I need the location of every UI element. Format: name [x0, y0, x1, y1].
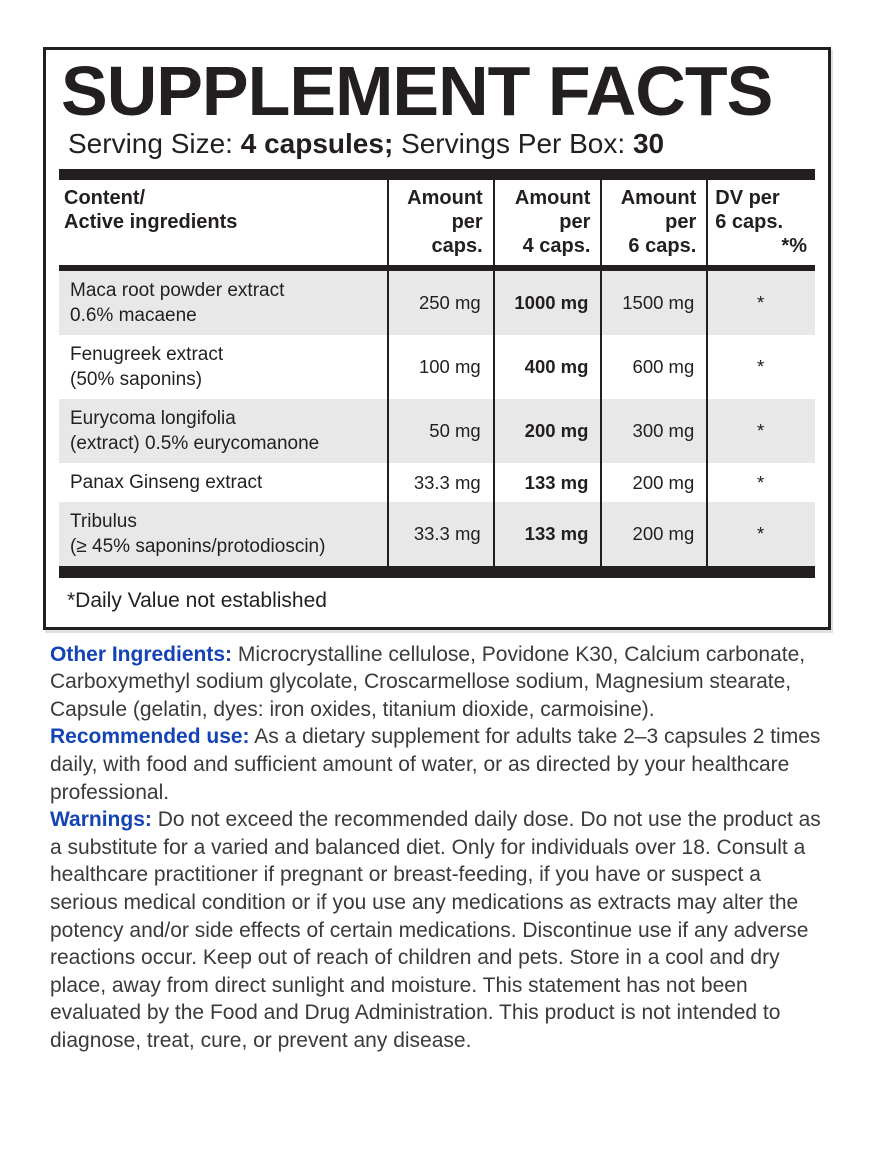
amount-per-4caps-value: 200 mg: [494, 399, 602, 463]
amount-per-caps-value: 100 mg: [388, 335, 494, 399]
amount-per-6caps-value: 300 mg: [601, 399, 707, 463]
ingredient-name: Maca root powder extract 0.6% macaene: [59, 268, 388, 335]
dv-value: *: [707, 335, 815, 399]
recommended-use-heading: Recommended use:: [50, 725, 250, 749]
header-row: [59, 180, 815, 268]
ingredient-name: Panax Ginseng extract: [70, 471, 263, 493]
serving-size-label: Serving Size:: [68, 127, 233, 159]
facts-table: [59, 180, 815, 566]
supplement-facts-panel: [43, 47, 831, 630]
daily-value-footnote: *Daily Value not established: [67, 588, 327, 612]
ingredient-row-fenugreek: [59, 335, 815, 399]
amount-per-caps-value: 33.3 mg: [388, 463, 494, 502]
column-header-amount-per-caps: Amount per caps.: [388, 180, 494, 268]
amount-per-4caps-value: 400 mg: [494, 335, 602, 399]
amount-per-4caps-value: 133 mg: [494, 463, 602, 502]
serving-size-value: 4 capsules;: [240, 127, 394, 159]
ingredient-row-maca: [59, 268, 815, 335]
ingredient-row-tribulus: [59, 502, 815, 566]
other-ingredients-heading: Other Ingredients:: [50, 642, 233, 666]
amount-per-caps-value: 250 mg: [388, 268, 494, 335]
amount-per-6caps-value: 200 mg: [601, 502, 707, 566]
dv-value: *: [707, 399, 815, 463]
ingredient-name: Tribulus (≥ 45% saponins/protodioscin): [59, 502, 388, 566]
other-ingredients-text: Microcrystalline cellulose, Povidone K30, Calcium carbonate, Carboxymethyl sodium glycolate, Croscarmellose sodium, Magnesium stearate, Capsule (gelatin, dyes: iron oxides, titanium dioxide, carmoisine).: [50, 642, 806, 721]
table-top-bar: [59, 169, 815, 180]
column-header-content: Content/ Active ingredients: [59, 180, 388, 268]
warnings-heading: Warnings:: [50, 808, 152, 832]
servings-per-box-label: Servings Per Box:: [401, 127, 626, 159]
column-header-dv: DV per 6 caps. *%: [707, 180, 815, 268]
recommended-use-text: As a dietary supplement for adults take 2–3 capsules 2 times daily, with food and sufficient amount of water, or as directed by your healthcare professional.: [50, 725, 821, 804]
dv-value: *: [707, 463, 815, 502]
warnings-text: Do not exceed the recommended daily dose. Do not use the product as a substitute for a varied and balanced diet. Only for individuals over 18. Consult a healthcare practitioner if pregnant or breast-feeding, if you have or suspect a serious medical condition or if you use any medications as extracts may alter the potency and/or side effects of certain medications. Discontinue use if any adverse reactions occur. Keep out of reach of children and pets. Store in a cool and dry place, away from direct sunlight and moisture. This statement has not been evaluated by the Food and Drug Administration. This product is not intended to diagnose, treat, cure, or prevent any disease.: [50, 808, 821, 1052]
amount-per-caps-value: 33.3 mg: [388, 502, 494, 566]
table-bottom-bar: [59, 566, 815, 578]
ingredient-name: Fenugreek extract (50% saponins): [70, 343, 224, 390]
dv-value: *: [707, 502, 815, 566]
amount-per-4caps-value: 1000 mg: [494, 268, 602, 335]
dv-value: *: [707, 268, 815, 335]
amount-per-caps-value: 50 mg: [388, 399, 494, 463]
panel-title: SUPPLEMENT FACTS: [61, 52, 773, 130]
servings-per-box-value: 30: [632, 127, 665, 159]
ingredient-row-eurycoma: [59, 399, 815, 463]
column-header-amount-per-4caps: Amount per 4 caps.: [494, 180, 602, 268]
ingredient-row-panax-ginseng: [59, 463, 815, 502]
amount-per-4caps-value: 133 mg: [494, 502, 602, 566]
amount-per-6caps-value: 200 mg: [601, 463, 707, 502]
column-header-amount-per-6caps: Amount per 6 caps.: [601, 180, 707, 268]
other-ingredients-paragraph: [50, 641, 822, 724]
ingredient-name: Eurycoma longifolia (extract) 0.5% eurycomanone: [59, 399, 388, 463]
recommended-use-paragraph: [50, 723, 822, 806]
warnings-paragraph: [50, 806, 822, 1054]
amount-per-6caps-value: 1500 mg: [601, 268, 707, 335]
info-paragraphs: [0, 630, 872, 1055]
serving-size-line: [59, 125, 815, 169]
amount-per-6caps-value: 600 mg: [601, 335, 707, 399]
